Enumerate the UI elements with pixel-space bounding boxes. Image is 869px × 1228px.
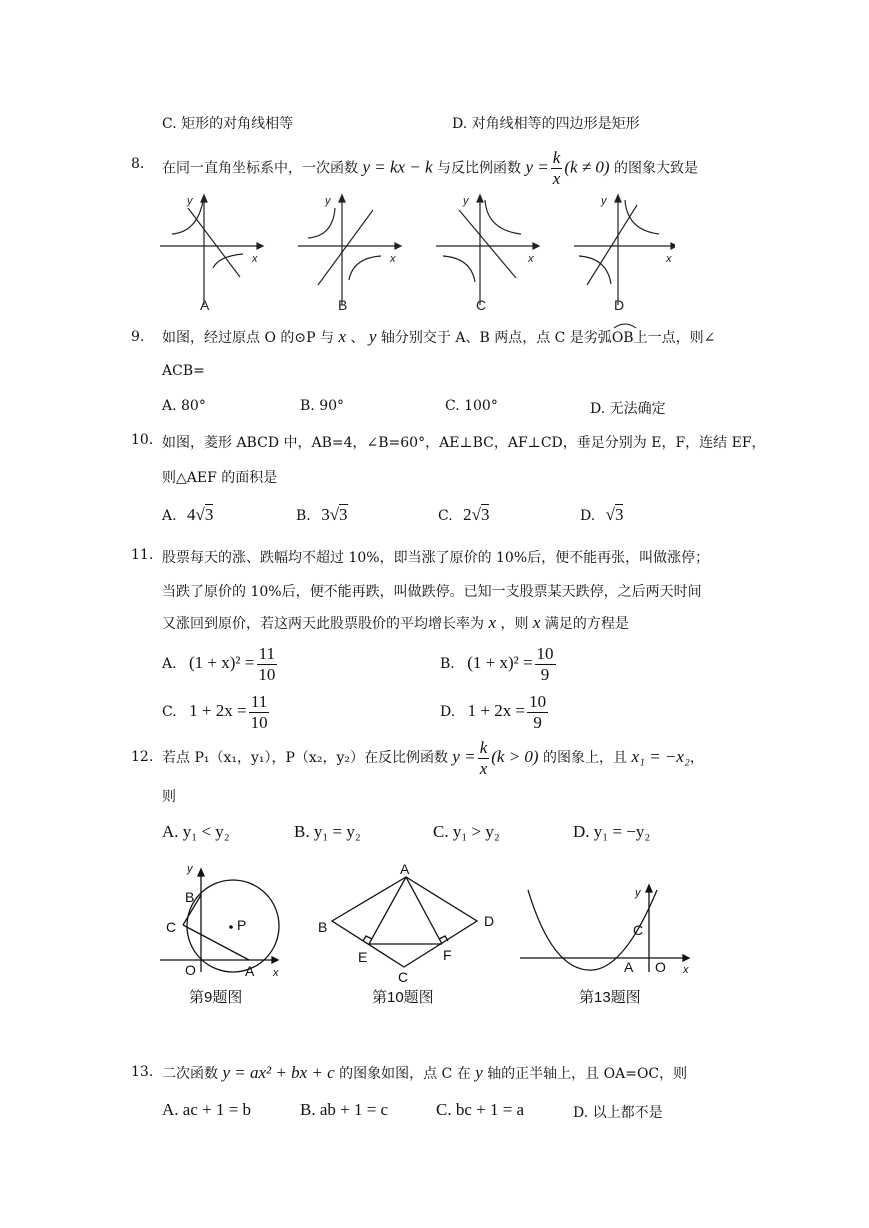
q8-c-x-axis-label: x [528, 253, 534, 265]
q11-option-a [162, 640, 279, 687]
q7-option-c: C. 矩形的对角线相等 [162, 116, 294, 132]
q10-option-d [580, 505, 623, 525]
q11-b-den: 9 [540, 664, 550, 684]
q11-a-den: 10 [258, 664, 276, 684]
q11-a-fraction [256, 644, 277, 685]
q11-d-label: D. [440, 704, 456, 720]
q11-text-c: 满足的方程是 [544, 616, 629, 632]
q10-d-rad: 3 [614, 505, 624, 524]
q8-b-x-axis-label: x [390, 253, 396, 265]
q11-c-den: 10 [250, 712, 268, 732]
fig9-label-b: B [185, 889, 195, 905]
q13-stem [162, 1060, 687, 1087]
q8-frac-num: k [552, 148, 561, 167]
q8-formula2-rhs: (k ≠ 0) [564, 157, 610, 177]
q8-graph-a [160, 195, 263, 313]
q9-option-c: C. 100° [445, 398, 498, 414]
q8-text-a: 在同一直角坐标系中，一次函数 [162, 160, 358, 177]
q13-y-var: y [475, 1063, 483, 1082]
fig10-label-d: D [484, 913, 495, 929]
q10-option-b [296, 505, 348, 525]
q10-a-label: A. [162, 508, 177, 524]
fig13-caption: 第13题图 [579, 989, 641, 1006]
q11-d-den: 9 [533, 712, 542, 732]
q10-option-a [162, 505, 213, 525]
q11-a-num: 11 [258, 643, 276, 663]
q9-line1 [162, 324, 715, 351]
q8-graph-c-label: C [476, 297, 487, 313]
q11-b-lhs: (1 + x)² = [467, 653, 533, 672]
q8-graph-d [574, 195, 675, 313]
q11-d-num: 10 [529, 691, 547, 711]
q11-x-var: x [488, 613, 496, 632]
q8-frac-den: x [552, 169, 561, 188]
q10-line1: 如图，菱形 ABCD 中，AB=4，∠B=60°，AE⊥BC，AF⊥CD，垂足分别为 E，F，连结 EF， [162, 435, 766, 451]
q9-line2: ACB= [162, 363, 205, 379]
fig9-label-x: x [273, 967, 279, 979]
q8-d-y-axis-label: y [601, 195, 607, 207]
q11-text-a: 又涨回到原价，若这两天此股票股价的平均增长率为 [162, 616, 484, 632]
q9-number: 9. [131, 329, 145, 345]
arc-icon [612, 322, 638, 329]
q12-line2: 则 [162, 789, 176, 805]
q8-graphs [155, 190, 675, 315]
q10-a-coef: 4 [187, 505, 196, 524]
q9-text-d: 上一点，则∠ [633, 330, 716, 346]
q8-text-b: 与反比例函数 [437, 160, 522, 177]
q9-x-var: x [338, 327, 346, 346]
q11-text-b: ，则 [500, 616, 529, 632]
fig10-label-b: B [318, 919, 328, 935]
q11-d-lhs: 1 + 2x = [467, 701, 526, 720]
fig9-center-point [229, 925, 233, 929]
fig13-label-a: A [624, 959, 634, 975]
q8-graph-c [436, 195, 539, 313]
fig9-label-p: P [237, 917, 247, 933]
q13-number: 13. [131, 1064, 154, 1080]
q10-number: 10. [131, 432, 154, 448]
q11-option-c [162, 688, 272, 735]
q9-y-var: y [368, 327, 377, 346]
fig10-label-a: A [400, 861, 410, 877]
q8-text-c: 的图象大致是 [613, 160, 698, 177]
q12-formula-lhs: y = [452, 747, 476, 766]
q12-stem [162, 734, 704, 781]
q11-d-fraction [527, 692, 548, 733]
q13-option-c: C. bc + 1 = a [436, 1100, 525, 1119]
q13-option-a: A. ac + 1 = b [162, 1100, 252, 1119]
q8-d-x-axis-label: x [666, 253, 672, 265]
fig10-rhombus [332, 877, 477, 967]
fig10-label-e: E [358, 949, 368, 965]
q9-text-c: 轴分别交于 A、B 两点，点 C 是劣弧 [380, 330, 612, 346]
q10-b-coef: 3 [321, 505, 330, 524]
q12-frac-den: x [479, 758, 488, 778]
q12-frac-num: k [479, 737, 488, 757]
q12-number: 12. [131, 749, 154, 765]
fig10 [310, 860, 510, 1010]
q8-a-x-axis-label: x [252, 253, 258, 265]
q8-c-y-axis-label: y [463, 195, 469, 207]
fig9 [155, 860, 290, 1010]
q11-a-lhs: (1 + x)² = [189, 653, 255, 672]
q11-x-var-2: x [532, 613, 541, 632]
q11-option-b [440, 640, 558, 687]
fig13-label-c: C [633, 922, 644, 938]
fig10-caption: 第10题图 [372, 989, 434, 1006]
q10-d-label: D. [580, 508, 596, 524]
fig13 [515, 860, 695, 1010]
q10-c-rad: 3 [480, 505, 490, 524]
q13-text-c: 轴的正半轴上，且 OA=OC，则 [487, 1066, 688, 1082]
fig10-label-f: F [443, 947, 452, 963]
q8-formula2-lhs: y = [525, 157, 549, 177]
q8-graph-b [298, 195, 401, 313]
sqrt-icon: √ [605, 505, 615, 524]
fig9-caption: 第9题图 [189, 989, 243, 1006]
q11-line3 [162, 611, 629, 636]
q12-text-a: 若点 P₁（x₁，y₁），P（x₂，y₂）在反比例函数 [162, 750, 448, 766]
q11-b-num: 10 [536, 643, 554, 663]
q11-a-label: A. [162, 656, 177, 672]
q11-c-label: C. [162, 704, 177, 720]
q12-formula-rhs: (k > 0) [491, 747, 539, 766]
q10-c-label: C. [438, 508, 453, 524]
q11-c-num: 11 [250, 691, 268, 711]
q9-option-a: A. 80° [162, 398, 206, 414]
q13-option-d: D. 以上都不是 [573, 1105, 663, 1121]
sqrt-icon: √ [195, 505, 205, 524]
q13-option-b: B. ab + 1 = c [300, 1100, 389, 1119]
q9-text-b: 、 [350, 330, 365, 346]
q10-c-coef: 2 [463, 505, 472, 524]
q8-graph-d-label: D [614, 297, 625, 313]
q11-line1: 股票每天的涨、跌幅均不超过 10%，即当涨了原价的 10%后，便不能再张，叫做涨停； [162, 550, 710, 566]
fig13-label-x: x [683, 964, 689, 976]
q10-b-rad: 3 [339, 505, 348, 524]
fig10-label-c: C [398, 969, 409, 985]
q9-text-a: 如图，经过原点 O 的⊙P 与 [162, 330, 334, 346]
q8-b-y-axis-label: y [325, 195, 331, 207]
q9-arc-label: OB [611, 330, 634, 346]
q11-c-fraction [249, 692, 270, 733]
fig9-label-c: C [166, 919, 177, 935]
q8-a-y-axis-label: y [187, 195, 193, 207]
sqrt-icon: √ [329, 505, 340, 524]
q10-option-c [438, 505, 489, 525]
fig9-label-a: A [245, 963, 255, 979]
q8-fraction [551, 148, 563, 189]
fig9-label-o: O [185, 962, 196, 978]
q12-condition: x₁ = −x₂ [631, 747, 690, 766]
fig13-label-o: O [655, 959, 666, 975]
q8-graph-a-label: A [200, 297, 210, 313]
q8-graph-b-label: B [338, 297, 348, 313]
q12-fraction [478, 738, 490, 779]
q9-option-b: B. 90° [300, 398, 345, 414]
q11-line2: 当跌了原价的 10%后，便不能再跌，叫做跌停。已知一支股票某天跌停，之后两天时间 [162, 584, 702, 600]
q8-formula1: y = kx − k [362, 157, 433, 177]
q8-stem [162, 148, 698, 189]
q11-number: 11. [131, 547, 154, 563]
q12-option-c: C. y₁ > y₂ [433, 822, 500, 841]
q13-text-a: 二次函数 [162, 1066, 218, 1082]
q13-text-b: 的图象如图，点 C 在 [339, 1066, 471, 1082]
q12-text-c: ， [689, 750, 704, 766]
q9-arc [612, 325, 634, 351]
q10-line2: 则△AEF 的面积是 [162, 470, 278, 486]
q11-c-lhs: 1 + 2x = [189, 701, 247, 720]
q11-b-label: B. [440, 656, 455, 672]
q10-a-rad: 3 [204, 505, 214, 524]
q11-option-d [440, 688, 550, 735]
q12-option-b: B. y₁ = y₂ [294, 822, 361, 841]
q9-option-d: D. 无法确定 [590, 401, 666, 417]
sqrt-icon: √ [471, 505, 481, 524]
q12-text-b: 的图象上，且 [543, 750, 628, 766]
fig13-label-y: y [635, 887, 641, 899]
q12-option-d: D. y₁ = −y₂ [573, 822, 651, 841]
fig9-label-y: y [187, 863, 193, 875]
q12-option-a: A. y₁ < y₂ [162, 822, 230, 841]
q11-b-fraction [535, 644, 556, 685]
q8-number: 8. [131, 156, 145, 172]
q10-b-label: B. [296, 508, 311, 524]
q13-formula: y = ax² + bx + c [222, 1063, 335, 1082]
q7-option-d: D. 对角线相等的四边形是矩形 [452, 116, 640, 132]
